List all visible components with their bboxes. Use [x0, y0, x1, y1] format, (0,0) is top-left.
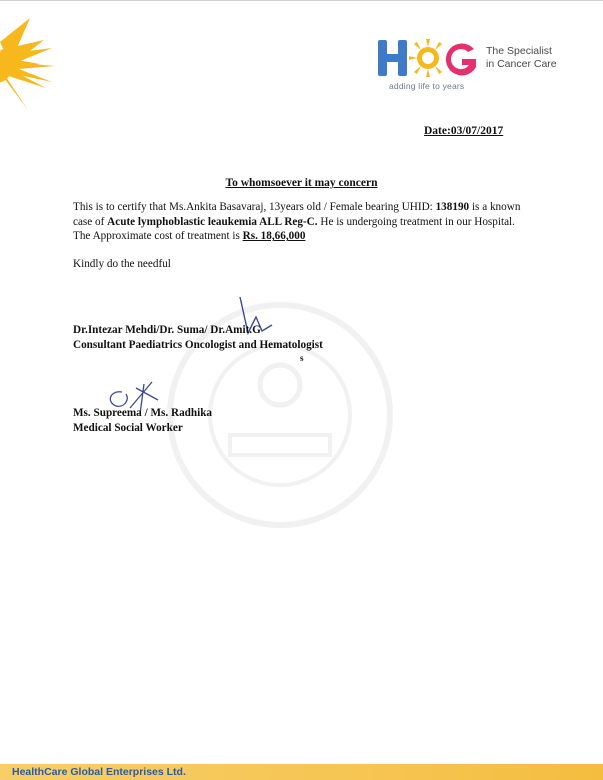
uhid-value: 138190 — [435, 201, 470, 213]
tagline-line-2: in Cancer Care — [486, 58, 557, 70]
doctors-signature-block — [73, 323, 323, 352]
hcg-logo-mark — [376, 37, 481, 79]
logo-tagline — [486, 45, 566, 71]
sun-icon — [0, 12, 60, 112]
hcg-logo — [376, 37, 566, 97]
body-part-1: This is to certify that Ms.Ankita Basavaraj, 13years old / Female bearing UHID: — [73, 201, 436, 213]
treatment-cost: Rs. 18,66,000 — [242, 230, 306, 243]
body-part-3: He is undergoing treatment in our Hospital. The Approximate cost of treatment is — [73, 215, 515, 243]
tagline-line-1: The Specialist — [486, 45, 552, 57]
footer-company: HealthCare Global Enterprises Ltd. — [12, 766, 186, 778]
stray-mark: s — [300, 353, 304, 363]
doctors-title: Consultant Paediatrics Oncologist and Hematologist — [73, 338, 323, 351]
closing-line: Kindly do the needful — [73, 258, 171, 270]
letter-heading: To whomsoever it may concern — [225, 177, 378, 189]
logo-slogan: adding life to years — [389, 81, 465, 91]
letter-date: Date:03/07/2017 — [424, 125, 504, 137]
doctors-names: Dr.Intezar Mehdi/Dr. Suma/ Dr.Amit.G — [73, 324, 261, 336]
social-worker-title: Medical Social Worker — [73, 421, 183, 434]
body-part-2: is a known case of — [73, 201, 521, 228]
social-worker-names: Ms. Supreema / Ms. Radhika — [73, 407, 213, 419]
diagnosis: Acute lymphoblastic leaukemia ALL Reg-C. — [107, 215, 318, 228]
top-rule — [0, 0, 603, 1]
social-worker-signature-block — [73, 406, 212, 435]
letter-body — [73, 200, 523, 244]
